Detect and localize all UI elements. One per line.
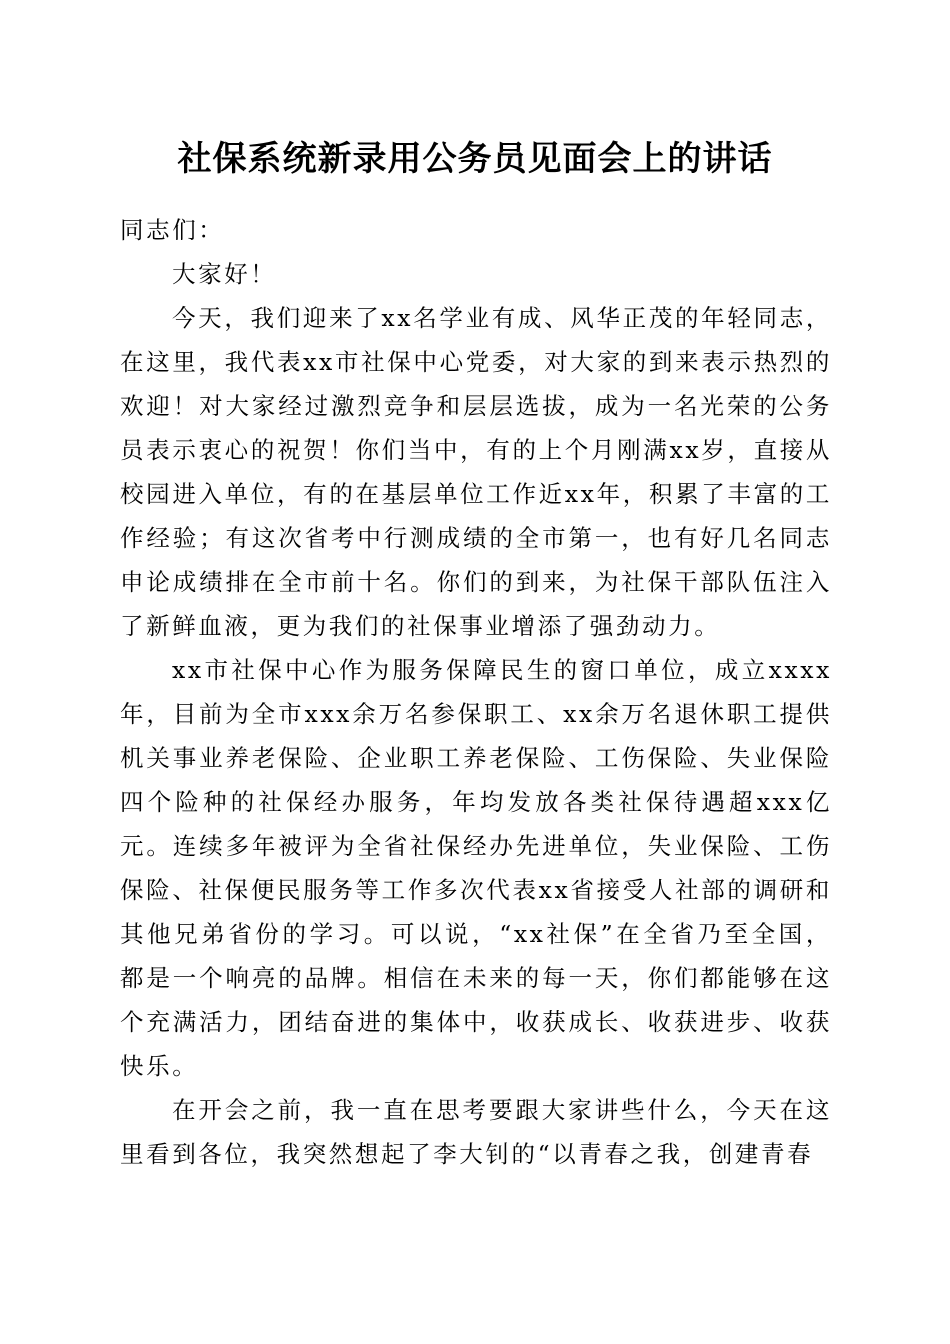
paragraph-greeting: 大家好！: [172, 260, 277, 288]
document-body: [120, 208, 832, 1176]
salutation: 同志们：: [120, 216, 225, 244]
paragraph-reflection: 在开会之前，我一直在思考要跟大家讲些什么，今天在这里看到各位，我突然想起了李大钊的“以青春之我，创建青春: [120, 1096, 832, 1168]
paragraph-center-intro: xx市社保中心作为服务保障民生的窗口单位，成立xxxx年，目前为全市xxx余万名参保职工、xx余万名退休职工提供机关事业养老保险、企业职工养老保险、工伤保险、失业保险四个险种的社保经办服务，年均发放各类社保待遇超xxx亿元。连续多年被评为全省社保经办先进单位，失业保险、工伤保险、社保便民服务等工作多次代表xx省接受人社部的调研和其他兄弟省份的学习。可以说，“xx社保”在全省乃至全国，都是一个响亮的品牌。相信在未来的每一天，你们都能够在这个充满活力，团结奋进的集体中，收获成长、收获进步、收获快乐。: [120, 656, 832, 1080]
paragraph-welcome: 今天，我们迎来了xx名学业有成、风华正茂的年轻同志，在这里，我代表xx市社保中心党委，对大家的到来表示热烈的欢迎！对大家经过激烈竞争和层层选拔，成为一名光荣的公务员表示衷心的祝贺！你们当中，有的上个月刚满xx岁，直接从校园进入单位，有的在基层单位工作近xx年，积累了丰富的工作经验；有这次省考中行测成绩的全市第一，也有好几名同志申论成绩排在全市前十名。你们的到来，为社保干部队伍注入了新鲜血液，更为我们的社保事业增添了强劲动力。: [120, 304, 832, 640]
document-title: 社保系统新录用公务员见面会上的讲话: [177, 139, 773, 179]
